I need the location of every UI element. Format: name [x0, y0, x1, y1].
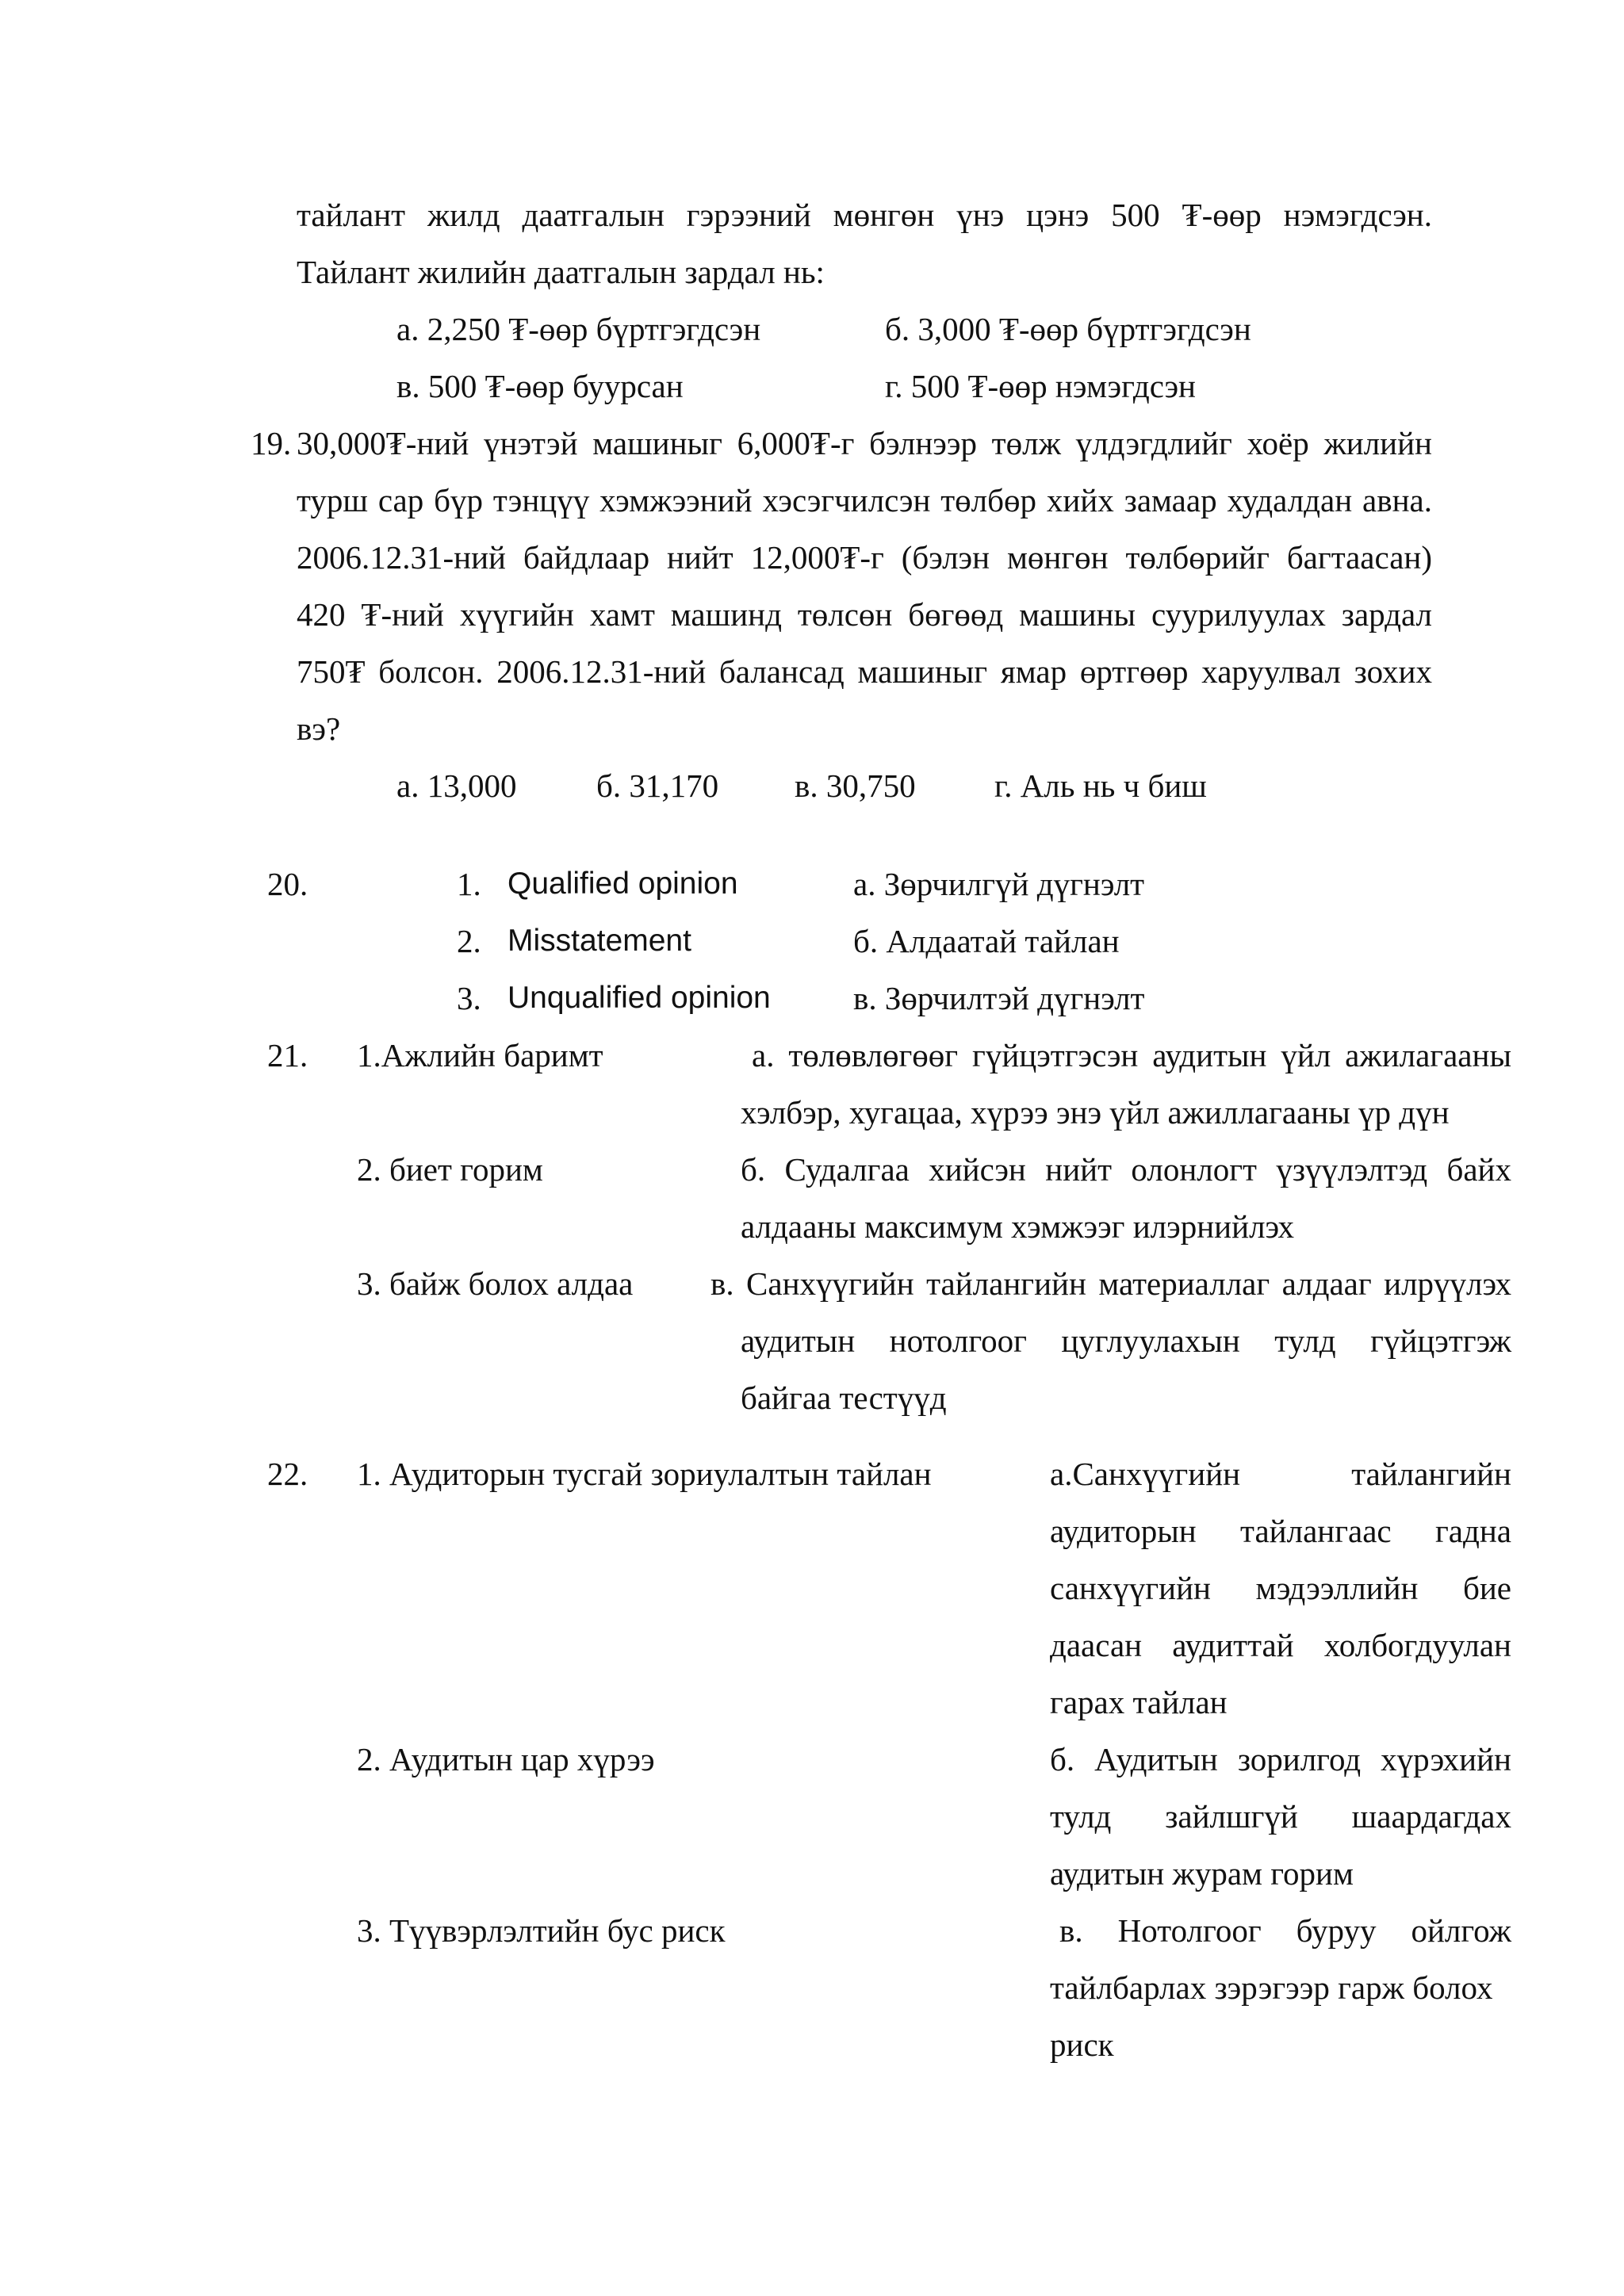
- q19-option-v: в. 30,750: [795, 767, 916, 804]
- q18-option-g: г. 500 ₮-өөр нэмэгдсэн: [885, 368, 1196, 404]
- q19-line-5: 750₮ болсон. 2006.12.31-ний балансад машиныг ямар өртгөөр харуулвал зохих: [297, 653, 1432, 690]
- q22-right-2-line-1: б. Аудитын зорилгод хүрэхийн: [1050, 1741, 1511, 1777]
- q18-line-2: Тайлант жилийн даатгалын зардал нь:: [297, 254, 825, 290]
- q19-option-g: г. Аль нь ч биш: [994, 767, 1207, 804]
- q22-left-2: 2. Аудитын цар хүрээ: [357, 1741, 655, 1777]
- q22-right-1-line-5: гарах тайлан: [1050, 1684, 1228, 1720]
- q21-right-2-line-1: б. Судалгаа хийсэн нийт олонлогт үзүүлэлтэд байх: [741, 1151, 1511, 1188]
- q19-line-4: 420 ₮-ний хүүгийн хамт машинд төлсөн бөгөөд машины суурилуулах зардал: [297, 596, 1432, 633]
- q19-line-1: 30,000₮-ний үнэтэй машиныг 6,000₮-г бэлнээр төлж үлдэгдлийг хоёр жилийн: [297, 425, 1432, 461]
- q22-right-1-line-1: а.Санхүүгийн тайлангийн: [1050, 1456, 1511, 1492]
- q19-option-b: б. 31,170: [596, 767, 719, 804]
- q21-right-2-line-2: алдааны максимум хэмжээг илэрнийлэх: [741, 1208, 1295, 1245]
- q20-left-text-2: Misstatement: [508, 924, 691, 958]
- q20-left-text-1: Qualified opinion: [508, 867, 738, 901]
- q21-right-3-line-2: аудитын нотолгоог цуглуулахын тулд гүйцэтгэж: [741, 1322, 1511, 1359]
- q19-number: 19.: [251, 425, 292, 461]
- q22-left-3: 3. Түүвэрлэлтийн бус риск: [357, 1912, 726, 1949]
- q21-left-2: 2. биет горим: [357, 1151, 543, 1188]
- q19-line-6: вэ?: [297, 710, 341, 747]
- q20-left-num-1: 1.: [457, 866, 481, 902]
- q21-left-3: 3. байж болох алдаа: [357, 1265, 634, 1302]
- q22-right-1-line-4: даасан аудиттай холбогдуулан: [1050, 1627, 1511, 1663]
- q22-right-3-line-3: риск: [1050, 2026, 1114, 2063]
- q21-left-1: 1.Ажлийн баримт: [357, 1037, 603, 1073]
- q18-line-1: тайлант жилд даатгалын гэрээний мөнгөн үнэ цэнэ 500 ₮-өөр нэмэгдсэн.: [297, 197, 1432, 233]
- q21-right-3-line-3: байгаа тестүүд: [741, 1380, 947, 1416]
- q22-right-1-line-2: аудиторын тайлангаас гадна: [1050, 1513, 1511, 1549]
- q20-left-text-3: Unqualified opinion: [508, 981, 771, 1015]
- q20-number: 20.: [267, 866, 308, 902]
- q21-right-1-line-1: а. төлөвлөгөөг гүйцэтгэсэн аудитын үйл ажилагааны: [752, 1037, 1511, 1073]
- q22-left-1: 1. Аудиторын тусгай зориулалтын тайлан: [357, 1456, 932, 1492]
- q22-right-2-line-2: тулд зайлшгүй шаардагдах: [1050, 1798, 1511, 1835]
- q20-left-num-3: 3.: [457, 980, 481, 1016]
- q22-right-2-line-3: аудитын журам горим: [1050, 1855, 1354, 1892]
- q20-right-3: в. Зөрчилтэй дүгнэлт: [853, 980, 1145, 1016]
- q20-right-1: а. Зөрчилгүй дүгнэлт: [853, 866, 1145, 902]
- q21-right-1-line-2: хэлбэр, хугацаа, хүрээ энэ үйл ажиллагааны үр дүн: [741, 1094, 1450, 1131]
- q18-option-a: а. 2,250 ₮-өөр бүртгэгдсэн: [396, 311, 761, 347]
- q19-option-a: а. 13,000: [396, 767, 517, 804]
- q19-line-3: 2006.12.31-ний байдлаар нийт 12,000₮-г (бэлэн мөнгөн төлбөрийг багтаасан): [297, 539, 1432, 576]
- q22-right-3-line-2: тайлбарлах зэрэгээр гарж болох: [1050, 1969, 1493, 2006]
- q19-line-2: турш сар бүр тэнцүү хэмжээний хэсэгчилсэн төлбөр хийх замаар худалдан авна.: [297, 482, 1432, 519]
- q22-right-1-line-3: санхүүгийн мэдээллийн бие: [1050, 1570, 1511, 1606]
- q21-right-3-line-1: в. Санхүүгийн тайлангийн материаллаг алдааг илрүүлэх: [710, 1265, 1511, 1302]
- q20-right-2: б. Алдаатай тайлан: [853, 923, 1120, 959]
- q22-number: 22.: [267, 1456, 308, 1492]
- q22-right-3-line-1: в. Нотолгоог буруу ойлгож: [1059, 1912, 1511, 1949]
- q21-number: 21.: [267, 1037, 308, 1073]
- q18-option-v: в. 500 ₮-өөр буурсан: [396, 368, 684, 404]
- q18-option-b: б. 3,000 ₮-өөр бүртгэгдсэн: [885, 311, 1251, 347]
- q20-left-num-2: 2.: [457, 923, 481, 959]
